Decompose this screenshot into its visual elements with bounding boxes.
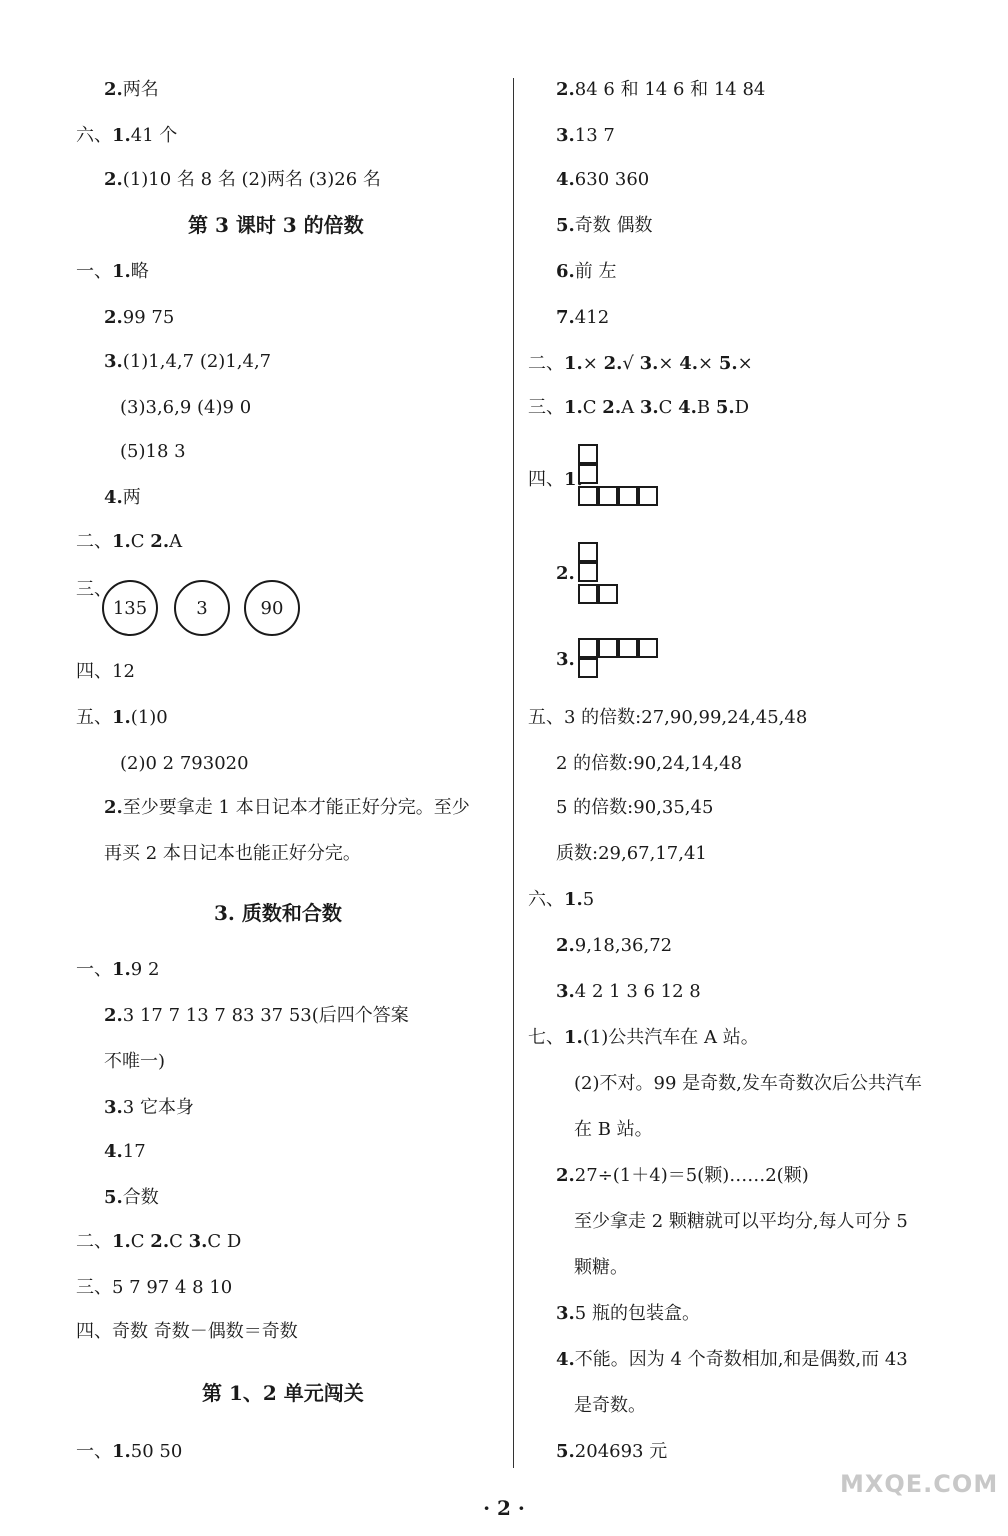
net-square xyxy=(618,638,638,658)
answer-line: 一、1.9 2 xyxy=(76,959,160,980)
answer-line: 7.412 xyxy=(556,307,610,328)
answer-line: 在 B 站。 xyxy=(574,1119,653,1140)
answer-line: 6.前 左 xyxy=(556,261,617,282)
answer-line: 4.17 xyxy=(104,1141,146,1162)
answer-line: 三、1.C 2.A 3.C 4.B 5.D xyxy=(528,397,750,418)
answer-line: 2.两名 xyxy=(104,79,159,100)
answer-line: 3. xyxy=(556,649,575,670)
net-square xyxy=(578,542,598,562)
answer-line: (5)18 3 xyxy=(120,441,186,462)
answer-line: 3.13 7 xyxy=(556,125,615,146)
answer-line: 3.5 瓶的包装盒。 xyxy=(556,1303,700,1324)
answer-line: (2)0 2 793020 xyxy=(120,753,249,774)
answer-line: 是奇数。 xyxy=(574,1395,646,1416)
answer-line: 一、1.50 50 xyxy=(76,1441,183,1462)
answer-line: 颗糖。 xyxy=(574,1257,628,1278)
answer-line: 3.3 它本身 xyxy=(104,1097,194,1118)
section-heading: 第 3 课时 3 的倍数 xyxy=(188,213,364,237)
net-square xyxy=(578,486,598,506)
page-number: · 2 · xyxy=(483,1496,525,1520)
answer-line: 2.(1)10 名 8 名 (2)两名 (3)26 名 xyxy=(104,169,381,190)
answer-line: 4.不能。因为 4 个奇数相加,和是偶数,而 43 xyxy=(556,1349,908,1370)
answer-line: 2.99 75 xyxy=(104,307,175,328)
answer-line: 2.9,18,36,72 xyxy=(556,935,673,956)
answer-line: 二、1.C 2.A xyxy=(76,531,183,552)
answer-line: 4.两 xyxy=(104,487,141,508)
answer-line: 2 的倍数:90,24,14,48 xyxy=(556,753,743,774)
section-heading: 3. 质数和合数 xyxy=(214,901,342,925)
net-square xyxy=(598,584,618,604)
answer-line: 三、 xyxy=(76,579,112,600)
answer-line: 五、1.(1)0 xyxy=(76,707,168,728)
answer-line: 二、1.C 2.C 3.C D xyxy=(76,1231,242,1252)
answer-line: 一、1.略 xyxy=(76,261,149,282)
answer-line: 2.27÷(1＋4)＝5(颗)……2(颗) xyxy=(556,1165,809,1186)
answer-line: 六、1.41 个 xyxy=(76,125,178,146)
answer-line: 2.至少要拿走 1 本日记本才能正好分完。至少 xyxy=(104,797,470,818)
answer-line: 2.3 17 7 13 7 83 37 53(后四个答案 xyxy=(104,1005,409,1026)
answer-line: 再买 2 本日记本也能正好分完。 xyxy=(104,843,361,864)
net-square xyxy=(578,638,598,658)
answer-line: 六、1.5 xyxy=(528,889,595,910)
net-square xyxy=(638,638,658,658)
answer-line: 2.84 6 和 14 6 和 14 84 xyxy=(556,79,766,100)
answer-line: 5.合数 xyxy=(104,1187,159,1208)
answer-line: 4.630 360 xyxy=(556,169,650,190)
net-square xyxy=(578,658,598,678)
answer-line: 不唯一) xyxy=(104,1051,166,1072)
net-square xyxy=(618,486,638,506)
answer-line: 四、12 xyxy=(76,661,135,682)
net-square xyxy=(598,486,618,506)
net-square xyxy=(578,584,598,604)
answer-line: 5.奇数 偶数 xyxy=(556,215,653,236)
answer-line: 二、1.× 2.√ 3.× 4.× 5.× xyxy=(528,353,753,374)
answer-line: 四、1. xyxy=(528,469,583,490)
net-square xyxy=(578,464,598,484)
answer-line: 3.4 2 1 3 6 12 8 xyxy=(556,981,701,1002)
answer-line: 5 的倍数:90,35,45 xyxy=(556,797,714,818)
column-divider xyxy=(513,78,514,1468)
answer-line: 至少拿走 2 颗糖就可以平均分,每人可分 5 xyxy=(574,1211,908,1232)
net-square xyxy=(598,638,618,658)
answer-line: 四、奇数 奇数－偶数＝奇数 xyxy=(76,1321,298,1342)
answer-line: (3)3,6,9 (4)9 0 xyxy=(120,397,252,418)
answer-circle: 135 xyxy=(102,580,158,636)
answer-line: 五、3 的倍数:27,90,99,24,45,48 xyxy=(528,707,808,728)
answer-line: 三、5 7 97 4 8 10 xyxy=(76,1277,233,1298)
answer-circle: 90 xyxy=(244,580,300,636)
answer-line: 5.204693 元 xyxy=(556,1441,668,1462)
net-square xyxy=(578,444,598,464)
answer-line: (2)不对。99 是奇数,发车奇数次后公共汽车 xyxy=(574,1073,922,1094)
section-heading: 第 1、2 单元闯关 xyxy=(202,1381,364,1405)
answer-line: 七、1.(1)公共汽车在 A 站。 xyxy=(528,1027,759,1048)
net-square xyxy=(638,486,658,506)
answer-circle: 3 xyxy=(174,580,230,636)
answer-line: 3.(1)1,4,7 (2)1,4,7 xyxy=(104,351,272,372)
answer-line: 质数:29,67,17,41 xyxy=(556,843,707,864)
watermark: MXQE.COM xyxy=(840,1470,999,1498)
net-square xyxy=(578,562,598,582)
answer-line: 2. xyxy=(556,563,575,584)
